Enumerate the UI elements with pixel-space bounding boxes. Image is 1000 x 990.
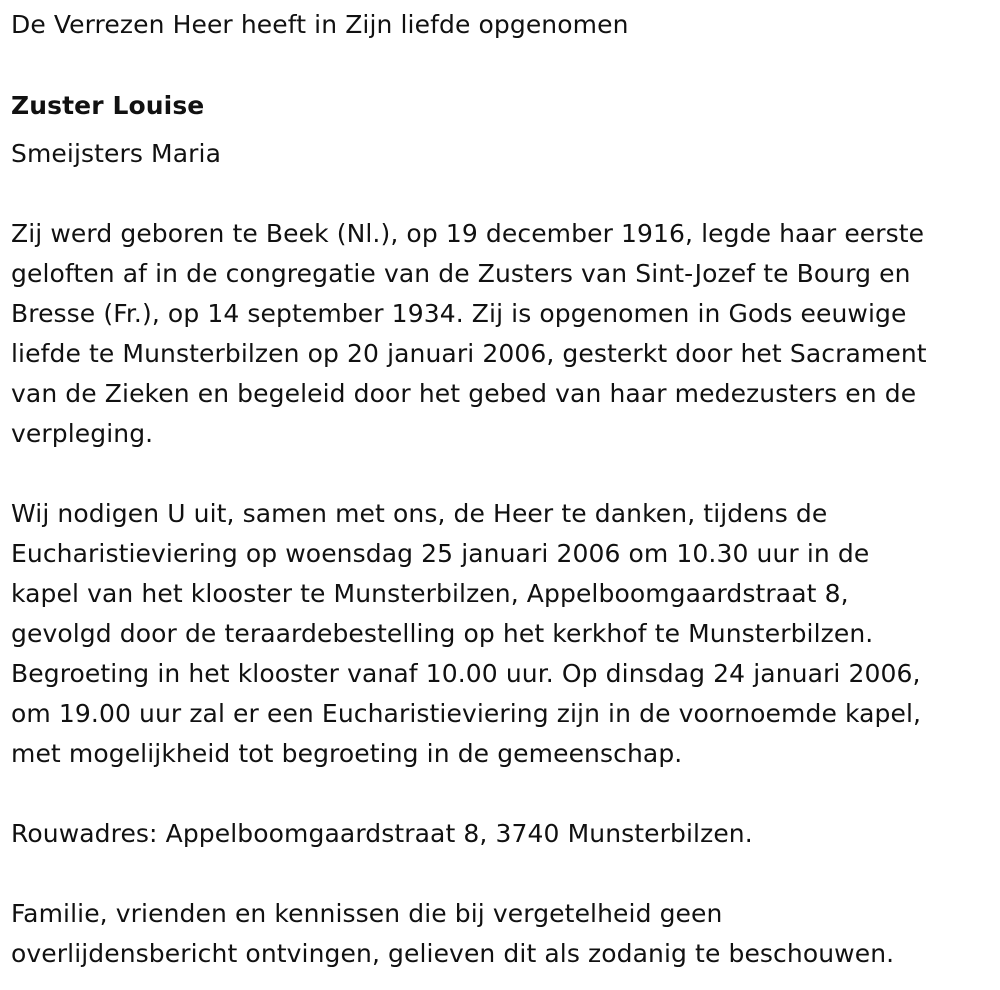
religious-name: Zuster Louise — [11, 91, 205, 120]
paragraph-line: gevolgd door de teraardebestelling op het kerkhof te Munsterbilzen. — [11, 619, 874, 648]
paragraph-line: kapel van het klooster te Munsterbilzen, Appelboomgaardstraat 8, — [11, 579, 849, 608]
paragraph-line: liefde te Munsterbilzen op 20 januari 2006, gesterkt door het Sacrament — [11, 339, 927, 368]
civil-name: Smeijsters Maria — [11, 139, 221, 168]
paragraph-line: verpleging. — [11, 419, 154, 448]
paragraph-line: van de Zieken en begeleid door het gebed van haar medezusters en de — [11, 379, 917, 408]
paragraph-line: Zij werd geboren te Beek (Nl.), op 19 december 1916, legde haar eerste — [11, 219, 925, 248]
paragraph-line: Eucharistieviering op woensdag 25 januari 2006 om 10.30 uur in de — [11, 539, 870, 568]
mourning-address: Rouwadres: Appelboomgaardstraat 8, 3740 Munsterbilzen. — [11, 819, 753, 848]
paragraph-line: Bresse (Fr.), op 14 september 1934. Zij is opgenomen in Gods eeuwige — [11, 299, 907, 328]
paragraph-line: om 19.00 uur zal er een Eucharistieviering zijn in de voornoemde kapel, — [11, 699, 922, 728]
paragraph-line: Familie, vrienden en kennissen die bij vergetelheid geen — [11, 899, 723, 928]
paragraph-line: geloften af in de congregatie van de Zusters van Sint-Jozef te Bourg en — [11, 259, 911, 288]
paragraph-line: overlijdensbericht ontvingen, gelieven dit als zodanig te beschouwen. — [11, 939, 895, 968]
paragraph-line: Begroeting in het klooster vanaf 10.00 uur. Op dinsdag 24 januari 2006, — [11, 659, 921, 688]
paragraph-line: Wij nodigen U uit, samen met ons, de Heer te danken, tijdens de — [11, 499, 828, 528]
heading: De Verrezen Heer heeft in Zijn liefde opgenomen — [11, 10, 629, 39]
paragraph-line: met mogelijkheid tot begroeting in de gemeenschap. — [11, 739, 683, 768]
